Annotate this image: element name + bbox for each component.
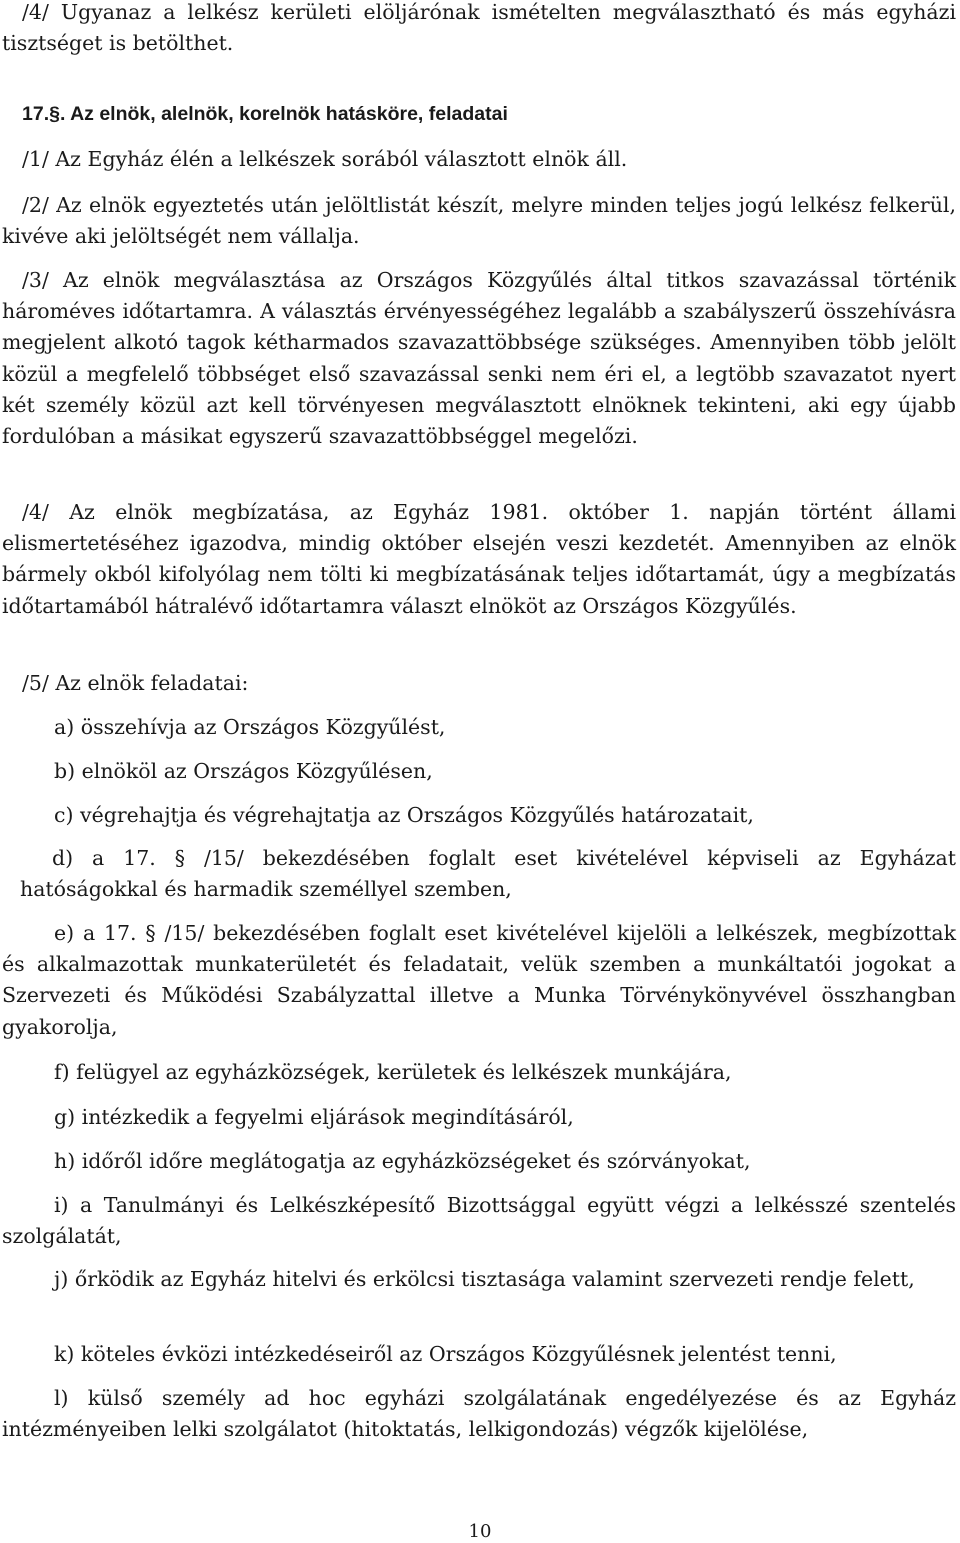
paragraph-17-4: /4/ Az elnök megbízatása, az Egyház 1981. október 1. napján történt állami elismertetéséhez igazodva, mindig október elsején veszi kezdetét. Amennyiben az elnök bármely okból kifolyólag nem tölti ki megbízatásának teljes időtartamát, úgy a megbízatás időtartamából hátralévő időtartamra választ elnököt az Országos Közgyűlés. — [2, 500, 956, 618]
duty-item-g: g) intézkedik a fegyelmi eljárások megindításáról, — [54, 1105, 574, 1129]
paragraph-17-5: /5/ Az elnök feladatai: — [22, 671, 249, 695]
paragraph-16-4: /4/ Ugyanaz a lelkész kerületi elöljárónak ismételten megválasztható és más egyházi tisztséget is betölthet. — [2, 0, 956, 56]
duty-item-d: d) a 17. § /15/ bekezdésében foglalt eset kivételével képviseli az Egyházat hatóságokkal és harmadik személlyel szemben, — [20, 846, 956, 902]
paragraph-17-3: /3/ Az elnök megválasztása az Országos Közgyűlés által titkos szavazással történik hároméves időtartamra. A választás érvényességéhez legalább a szabályszerű összehívásra megjelent alkotó tagok kétharmados szavazattöbbsége szükséges. Amennyiben több jelölt közül a megfelelő többséget első szavazással senki nem éri el, a legtöbb szavazatot nyert két személy közül azt kell törvényesen megválasztott elnöknek tekinteni, aki egy újabb fordulóban a másikat egyszerű szavazattöbbséggel megelőzi. — [2, 268, 956, 449]
duty-item-f: f) felügyel az egyházközségek, kerületek és lelkészek munkájára, — [54, 1060, 732, 1084]
page-number: 10 — [468, 1521, 492, 1542]
duty-item-h: h) időről időre meglátogatja az egyházközségeket és szórványokat, — [54, 1149, 751, 1173]
duty-item-e: e) a 17. § /15/ bekezdésében foglalt eset kivételével kijelöli a lelkészek, megbízottak és alkalmazottak munkaterületét és feladatait, velük szemben a munkáltatói jogokat a Szervezeti és Működési Szabályzattal illetve a Munka Törvénykönyvével összhangban gyakorolja, — [2, 921, 956, 1039]
duty-item-k: k) köteles évközi intézkedéseiről az Országos Közgyűlésnek jelentést tenni, — [54, 1342, 837, 1366]
duty-item-c: c) végrehajtja és végrehajtatja az Országos Közgyűlés határozatait, — [54, 803, 754, 827]
duty-item-i: i) a Tanulmányi és Lelkészképesítő Bizottsággal együtt végzi a lelkésszé szentelés szolgálatát, — [2, 1193, 956, 1249]
paragraph-17-1: /1/ Az Egyház élén a lelkészek sorából választott elnök áll. — [22, 147, 628, 171]
duty-item-j: j) őrködik az Egyház hitelvi és erkölcsi tisztasága valamint szervezeti rendje felett, — [54, 1267, 915, 1291]
duty-item-b: b) elnököl az Országos Közgyűlésen, — [54, 759, 433, 783]
section-heading-17: 17.§. Az elnök, alelnök, korelnök hatásköre, feladatai — [22, 103, 508, 125]
paragraph-17-2: /2/ Az elnök egyeztetés után jelöltlistát készít, melyre minden teljes jogú lelkész felkerül, kivéve aki jelöltségét nem vállalja. — [2, 193, 956, 249]
duty-item-l: l) külső személy ad hoc egyházi szolgálatának engedélyezése és az Egyház intézményeiben lelki szolgálatot (hitoktatás, lelkigondozás) végzők kijelölése, — [2, 1386, 956, 1442]
duty-item-a: a) összehívja az Országos Közgyűlést, — [54, 715, 446, 739]
